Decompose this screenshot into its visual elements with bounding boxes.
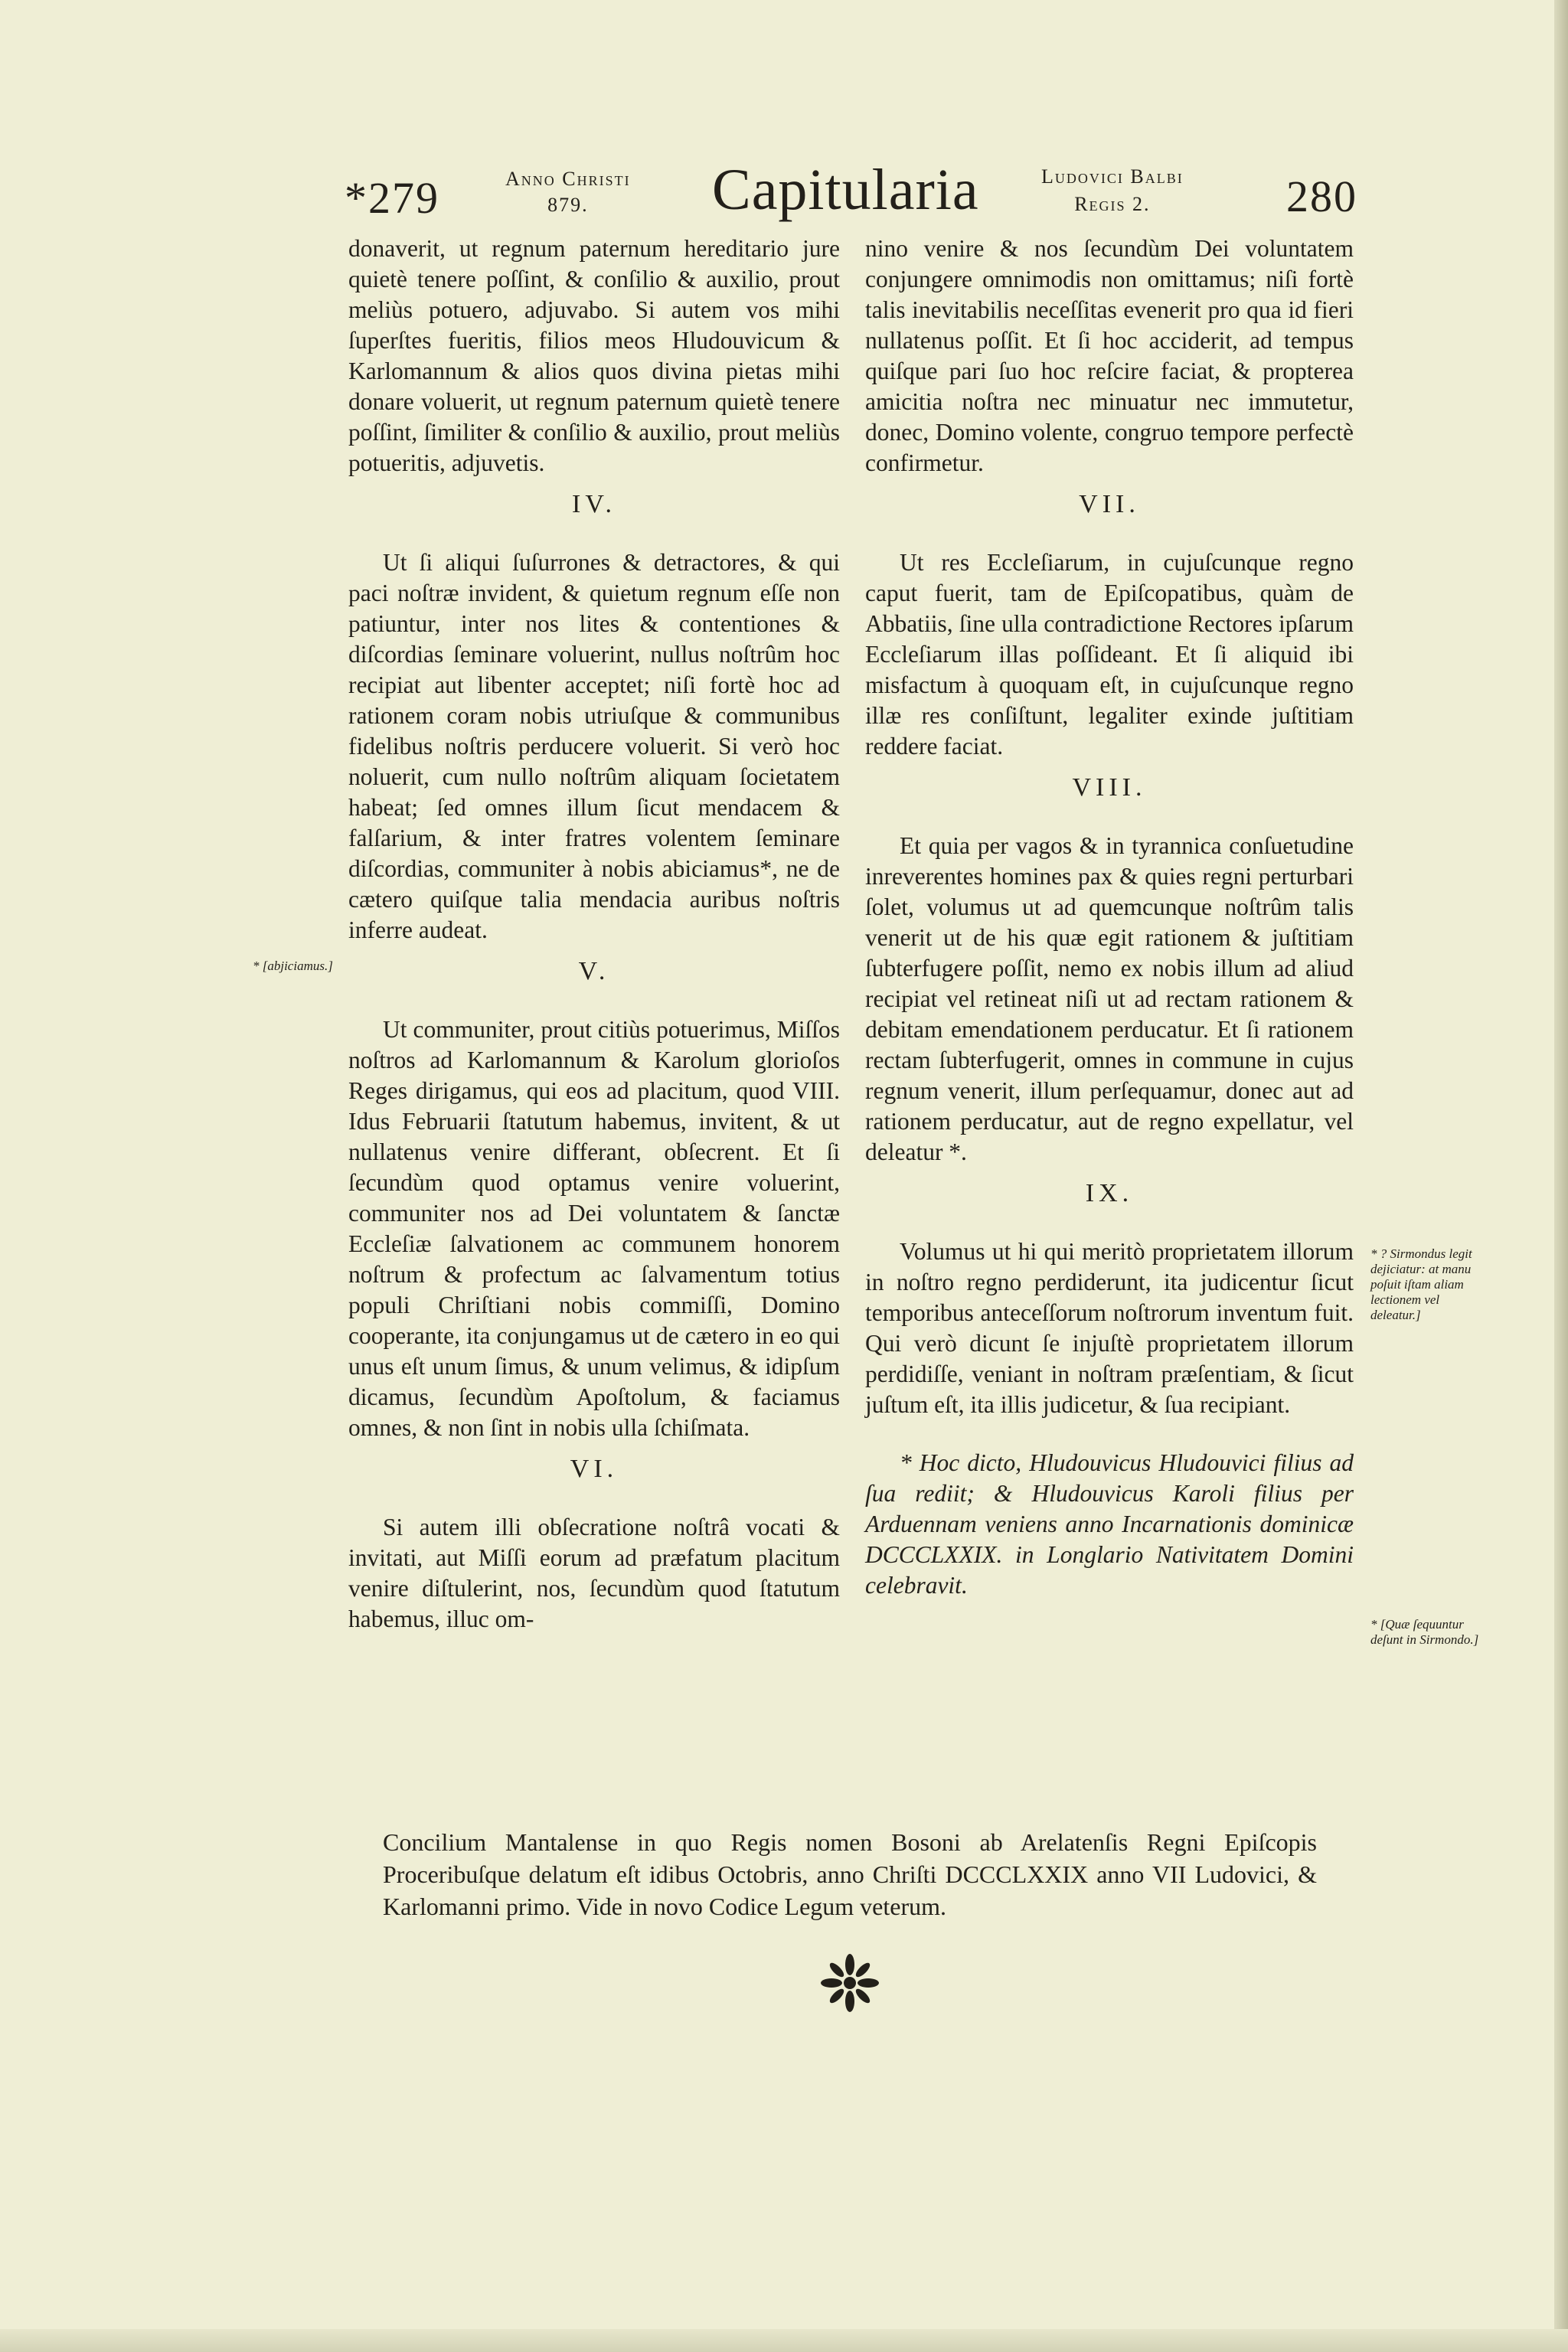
section-heading-7: VII. xyxy=(1079,490,1140,518)
left-paragraph-4: Si autem illi obſecratione noſtrâ vocati & invitati, aut Miſſi eorum ad præfatum placitum venire diſtulerint, nos, ſecundùm quod ſtatutum habemus, illuc om- xyxy=(348,1514,840,1632)
anno-christi-label xyxy=(505,166,631,218)
regis-text: Regis 2. xyxy=(1074,193,1151,215)
section-heading-8: VIII. xyxy=(1072,773,1147,802)
section-heading-4: IV. xyxy=(572,490,616,518)
right-paragraph-5: * Hoc dicto, Hludouvicus Hludouvici filius ad ſua rediit; & Hludouvicus Karoli filius per Arduennam veniens anno Incarnationis dominicæ DCCCLXXIX. in Longlario Nativitatem Domini celebravit. xyxy=(865,1449,1354,1599)
right-paragraph-1: nino venire & nos ſecundùm Dei voluntatem conjungere omnimodis non omittamus; niſi fortè talis inevitabilis neceſſitas evenerit pro qua id fieri nullatenus poſſit. Et ſi hoc acciderit, ad tempus quiſque pari ſuo hoc reſcire faciat, & propterea amicitia noſtra nec minuatur nec immutetur, donec, Domino volente, congruo tempore perfectè confirmetur. xyxy=(865,235,1354,476)
page-number-left: *279 xyxy=(345,173,439,223)
right-column xyxy=(865,234,1354,1601)
left-column xyxy=(348,234,840,1635)
page-spine-shadow xyxy=(1554,0,1568,2352)
section-heading-9: IX. xyxy=(1085,1179,1134,1207)
right-paragraph-3: Et quia per vagos & in tyrannica conſuetudine inreverentes homines pax & quies regni perturbari ſolet, volumus ut ad quemcunque noſtrûm talis venerit ut de his quæ egit rationem & juſtitiam ſubterfugere poſſit, nemo ex nobis illum ad aliud recipiat vel retineat niſi ut ad rectam rationem & debitam emendationem perducatur. Et ſi rationem rectam ſubterfugerit, omnes in commune in cujus regnum venerit, illum perſequamur, donec aut ad rationem perducatur, aut de regno expellatur, vel deleatur *. xyxy=(865,832,1354,1165)
right-paragraph-4: Volumus ut hi qui meritò proprietatem illorum in noſtro regno perdiderunt, ita judicentur ſicut temporibus anteceſſorum noſtrorum inventum fuit. Qui verò dicunt ſe injuſtè proprietatem illorum perdidiſſe, veniant in noſtram præſentiam, & ſicut juſtum eſt, ita illis judicetur, & ſua recipiant. xyxy=(865,1238,1354,1418)
footer-note: Concilium Mantalense in quo Regis nomen Bosoni ab Arelatenſis Regni Epiſcopis Proceribuſque delatum eſt idibus Octobris, anno Chriſti DCCCLXXIX anno VII Ludovici, & Karlomanni primo. Vide in novo Codice Legum veterum. xyxy=(383,1828,1317,1920)
margin-note-left: * [abjiciamus.] xyxy=(253,959,333,973)
page-bottom-edge xyxy=(0,2329,1568,2352)
ludovici-label xyxy=(1041,163,1184,218)
anno-christi-text: Anno Christi xyxy=(505,168,631,190)
margin-note-right-1: * ? Sirmondus legit dejiciatur: at manu poſuit iſtam aliam lectionem vel deleatur.] xyxy=(1370,1246,1472,1322)
ludovici-text: Ludovici Balbi xyxy=(1041,165,1184,188)
left-paragraph-2: Ut ſi aliqui ſuſurrones & detractores, & qui paci noſtræ invident, & quietum regnum eſſe non patiuntur, inter nos lites & contentiones & diſcordias ſeminare voluerint, nullus noſtrûm hoc recipiat aut libenter acceptet; niſi fortè hoc ad rationem coram nobis utriuſque & communibus fidelibus noſtris perducere voluerit. Si verò hoc noluerit, cum nullo noſtrûm aliquam ſocietatem habeat; ſed omnes illum ſicut mendacem & falſarium, & inter fratres volentem ſeminare diſcordias, communiter à nobis abiciamus*, ne de cætero quiſque talia mendacia auribus noſtris inferre audeat. xyxy=(348,549,840,943)
page-title: Capitularia xyxy=(712,158,979,222)
margin-note-right-2: * [Quæ ſequuntur deſunt in Sirmondo.] xyxy=(1370,1617,1479,1647)
anno-year: 879. xyxy=(547,194,589,216)
left-paragraph-3: Ut communiter, prout citiùs potuerimus, Miſſos noſtros ad Karlomannum & Karolum glorioſos Reges dirigamus, qui eos ad placitum, quod VIII. Idus Februarii ſtatutum habemus, invitent, & ut nullatenus venire differant, obſecrent. Et ſi ſecundùm quod optamus venire voluerint, communiter nos ad Dei voluntatem & ſanctæ Eccleſiæ ſalvationem ac communem honorem noſtrum & profectum ac ſalvamentum totius populi Chriſtiani nobis commiſſi, Domino cooperante, ita conjungamus ut de cætero in eo qui unus eſt unum ſimus, & unum velimus, & idipſum dicamus, ſecundùm Apoſtolum, & faciamus omnes, & non ſint in nobis ulla ſchiſmata. xyxy=(348,1016,840,1441)
page-number-right: 280 xyxy=(1286,172,1357,221)
floral-ornament-icon xyxy=(819,1952,880,2014)
section-heading-5: V. xyxy=(578,957,610,985)
right-paragraph-2: Ut res Eccleſiarum, in cujuſcunque regno caput fuerit, tam de Epiſcopatibus, quàm de Abbatiis, ſine ulla contradictione Rectores ipſarum Eccleſiarum illas poſſideant. Et ſi aliquid ibi misfactum à quoquam eſt, in cujuſcunque regno illæ res conſiſtunt, legaliter exinde juſtitiam reddere faciat. xyxy=(865,549,1354,760)
section-heading-6: VI. xyxy=(570,1455,619,1483)
left-paragraph-1: donaverit, ut regnum paternum hereditario jure quietè tenere poſſint, & conſilio & auxilio, prout meliùs potuero, adjuvabo. Si autem vos mihi ſuperſtes fueritis, filios meos Hludouvicum & Karlomannum & alios quos divina pietas mihi donare voluerit, ut regnum paternum quietè tenere poſſint, ſimiliter & conſilio & auxilio, prout meliùs potueritis, adjuvetis. xyxy=(348,235,840,476)
